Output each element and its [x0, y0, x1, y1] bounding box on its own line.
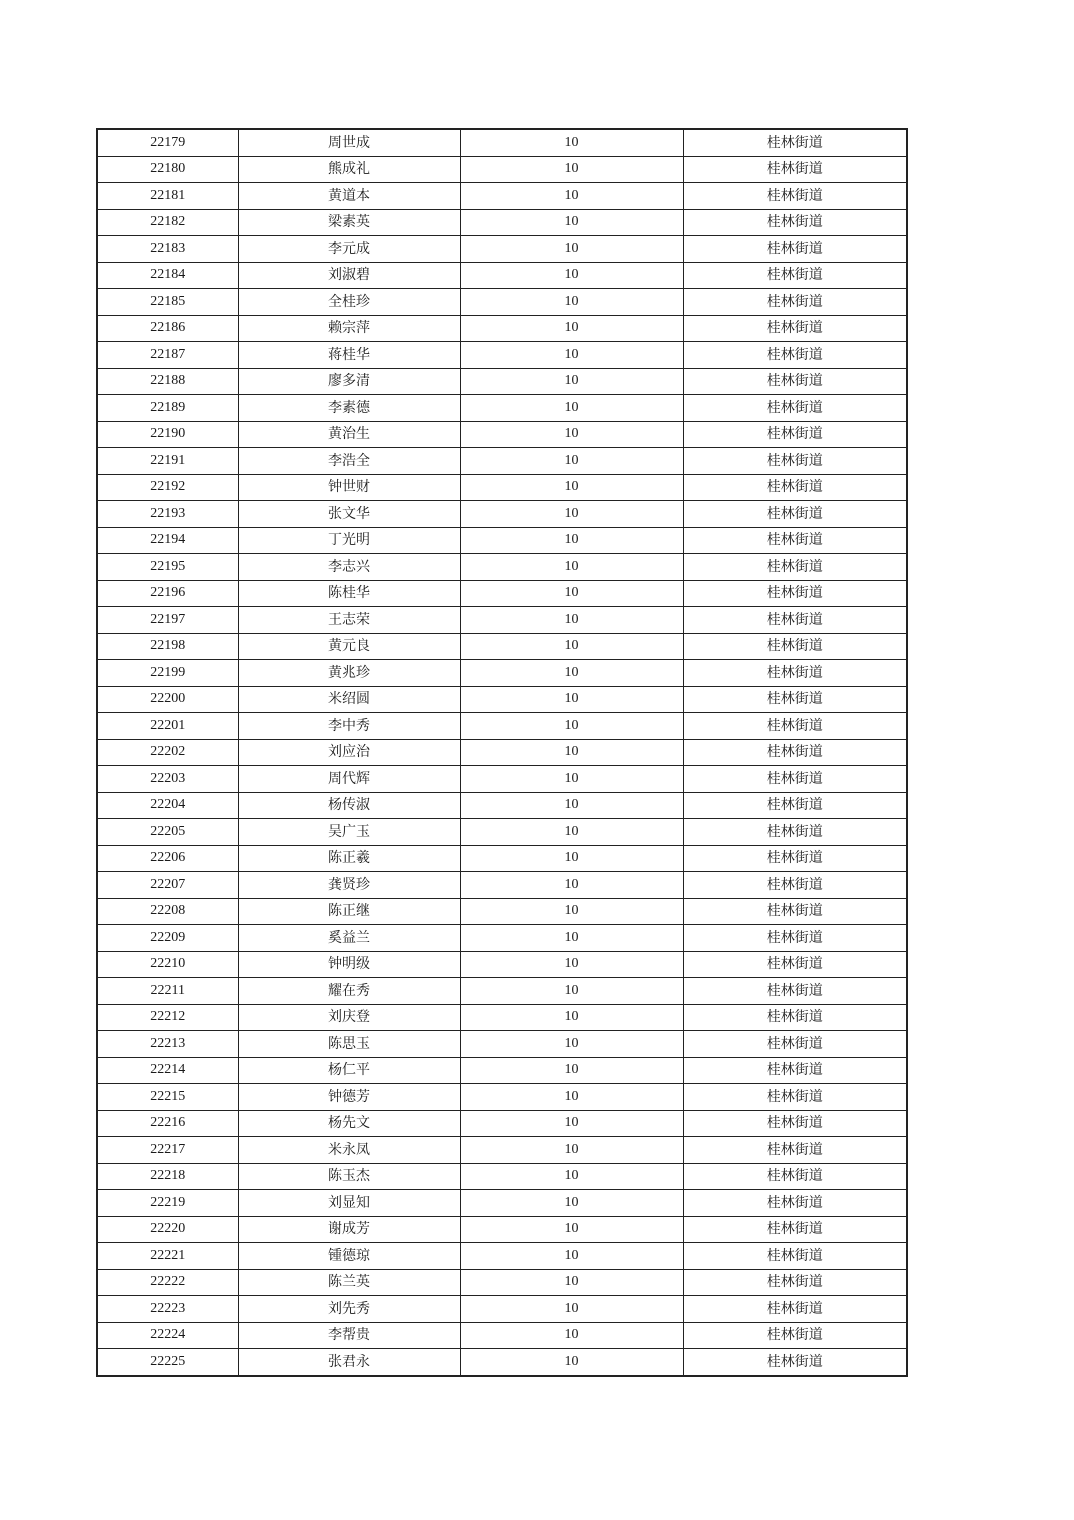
cell-id: 22205 [97, 819, 238, 846]
table-row [97, 819, 907, 846]
cell-name: 刘庆登 [238, 1004, 460, 1031]
cell-name: 谢成芳 [238, 1216, 460, 1243]
cell-name: 梁素英 [238, 209, 460, 236]
cell-amount: 10 [460, 342, 683, 369]
table-row [97, 872, 907, 899]
table-row [97, 342, 907, 369]
cell-street: 桂林街道 [683, 978, 907, 1005]
cell-street: 桂林街道 [683, 1110, 907, 1137]
cell-street: 桂林街道 [683, 845, 907, 872]
cell-street: 桂林街道 [683, 1057, 907, 1084]
cell-amount: 10 [460, 713, 683, 740]
cell-amount: 10 [460, 898, 683, 925]
cell-amount: 10 [460, 368, 683, 395]
cell-name: 张君永 [238, 1349, 460, 1376]
cell-amount: 10 [460, 129, 683, 156]
cell-amount: 10 [460, 607, 683, 634]
cell-name: 刘显知 [238, 1190, 460, 1217]
cell-id: 22211 [97, 978, 238, 1005]
cell-amount: 10 [460, 1190, 683, 1217]
table-row [97, 1216, 907, 1243]
cell-amount: 10 [460, 527, 683, 554]
cell-street: 桂林街道 [683, 395, 907, 422]
cell-amount: 10 [460, 1296, 683, 1323]
cell-id: 22222 [97, 1269, 238, 1296]
cell-name: 米永凤 [238, 1137, 460, 1164]
cell-name: 黄兆珍 [238, 660, 460, 687]
cell-name: 刘应治 [238, 739, 460, 766]
cell-street: 桂林街道 [683, 1243, 907, 1270]
cell-amount: 10 [460, 845, 683, 872]
cell-id: 22203 [97, 766, 238, 793]
table-row [97, 1004, 907, 1031]
cell-name: 吴广玉 [238, 819, 460, 846]
cell-street: 桂林街道 [683, 315, 907, 342]
cell-amount: 10 [460, 872, 683, 899]
cell-amount: 10 [460, 421, 683, 448]
cell-id: 22181 [97, 183, 238, 210]
cell-street: 桂林街道 [683, 819, 907, 846]
cell-name: 熊成礼 [238, 156, 460, 183]
cell-name: 陈桂华 [238, 580, 460, 607]
cell-amount: 10 [460, 1057, 683, 1084]
cell-name: 李元成 [238, 236, 460, 263]
cell-id: 22196 [97, 580, 238, 607]
cell-amount: 10 [460, 236, 683, 263]
cell-street: 桂林街道 [683, 1322, 907, 1349]
cell-name: 赖宗萍 [238, 315, 460, 342]
table-row [97, 183, 907, 210]
cell-id: 22220 [97, 1216, 238, 1243]
cell-street: 桂林街道 [683, 633, 907, 660]
cell-id: 22192 [97, 474, 238, 501]
table-row [97, 554, 907, 581]
cell-amount: 10 [460, 1031, 683, 1058]
cell-name: 丁光明 [238, 527, 460, 554]
cell-amount: 10 [460, 580, 683, 607]
table-row [97, 633, 907, 660]
cell-id: 22187 [97, 342, 238, 369]
cell-street: 桂林街道 [683, 1163, 907, 1190]
table-row [97, 1110, 907, 1137]
cell-name: 杨仁平 [238, 1057, 460, 1084]
cell-name: 钟世财 [238, 474, 460, 501]
cell-amount: 10 [460, 819, 683, 846]
cell-street: 桂林街道 [683, 289, 907, 316]
cell-street: 桂林街道 [683, 501, 907, 528]
cell-street: 桂林街道 [683, 925, 907, 952]
cell-name: 奚益兰 [238, 925, 460, 952]
cell-id: 22225 [97, 1349, 238, 1376]
cell-id: 22195 [97, 554, 238, 581]
table-row [97, 1084, 907, 1111]
cell-id: 22206 [97, 845, 238, 872]
cell-id: 22215 [97, 1084, 238, 1111]
cell-amount: 10 [460, 501, 683, 528]
cell-name: 李帮贵 [238, 1322, 460, 1349]
cell-amount: 10 [460, 660, 683, 687]
cell-amount: 10 [460, 262, 683, 289]
cell-name: 耀在秀 [238, 978, 460, 1005]
table-row [97, 156, 907, 183]
cell-amount: 10 [460, 978, 683, 1005]
cell-name: 陈正继 [238, 898, 460, 925]
cell-id: 22191 [97, 448, 238, 475]
cell-name: 杨先文 [238, 1110, 460, 1137]
cell-amount: 10 [460, 183, 683, 210]
cell-street: 桂林街道 [683, 262, 907, 289]
cell-street: 桂林街道 [683, 1004, 907, 1031]
table-row [97, 209, 907, 236]
cell-street: 桂林街道 [683, 368, 907, 395]
cell-street: 桂林街道 [683, 129, 907, 156]
cell-name: 杨传淑 [238, 792, 460, 819]
cell-id: 22193 [97, 501, 238, 528]
cell-street: 桂林街道 [683, 1137, 907, 1164]
table-row [97, 660, 907, 687]
cell-street: 桂林街道 [683, 1216, 907, 1243]
table-row [97, 951, 907, 978]
table-row [97, 766, 907, 793]
cell-name: 黄道本 [238, 183, 460, 210]
table-row [97, 1243, 907, 1270]
cell-id: 22217 [97, 1137, 238, 1164]
cell-name: 李中秀 [238, 713, 460, 740]
cell-id: 22202 [97, 739, 238, 766]
cell-id: 22200 [97, 686, 238, 713]
cell-street: 桂林街道 [683, 1349, 907, 1376]
cell-amount: 10 [460, 766, 683, 793]
table-row [97, 1137, 907, 1164]
cell-amount: 10 [460, 1243, 683, 1270]
cell-id: 22216 [97, 1110, 238, 1137]
cell-id: 22207 [97, 872, 238, 899]
cell-name: 黄元良 [238, 633, 460, 660]
cell-id: 22190 [97, 421, 238, 448]
cell-id: 22223 [97, 1296, 238, 1323]
table-row [97, 236, 907, 263]
cell-amount: 10 [460, 1110, 683, 1137]
cell-amount: 10 [460, 633, 683, 660]
table-row [97, 129, 907, 156]
cell-street: 桂林街道 [683, 209, 907, 236]
cell-street: 桂林街道 [683, 448, 907, 475]
table-row [97, 1190, 907, 1217]
cell-street: 桂林街道 [683, 421, 907, 448]
cell-amount: 10 [460, 739, 683, 766]
cell-id: 22194 [97, 527, 238, 554]
table-row [97, 1163, 907, 1190]
cell-amount: 10 [460, 1137, 683, 1164]
cell-name: 蒋桂华 [238, 342, 460, 369]
cell-amount: 10 [460, 448, 683, 475]
cell-id: 22185 [97, 289, 238, 316]
cell-street: 桂林街道 [683, 686, 907, 713]
cell-street: 桂林街道 [683, 739, 907, 766]
data-table [96, 128, 908, 1377]
cell-amount: 10 [460, 686, 683, 713]
table-row [97, 501, 907, 528]
cell-amount: 10 [460, 395, 683, 422]
cell-amount: 10 [460, 792, 683, 819]
table-row [97, 262, 907, 289]
cell-id: 22201 [97, 713, 238, 740]
table-row [97, 474, 907, 501]
cell-street: 桂林街道 [683, 236, 907, 263]
cell-id: 22184 [97, 262, 238, 289]
cell-name: 李浩全 [238, 448, 460, 475]
cell-id: 22212 [97, 1004, 238, 1031]
cell-id: 22199 [97, 660, 238, 687]
cell-id: 22188 [97, 368, 238, 395]
cell-amount: 10 [460, 474, 683, 501]
table-row [97, 925, 907, 952]
cell-amount: 10 [460, 315, 683, 342]
cell-street: 桂林街道 [683, 580, 907, 607]
cell-name: 周世成 [238, 129, 460, 156]
cell-name: 米绍圆 [238, 686, 460, 713]
cell-amount: 10 [460, 1322, 683, 1349]
cell-name: 廖多清 [238, 368, 460, 395]
cell-amount: 10 [460, 951, 683, 978]
table-row [97, 1269, 907, 1296]
cell-id: 22197 [97, 607, 238, 634]
cell-name: 钟德芳 [238, 1084, 460, 1111]
cell-amount: 10 [460, 925, 683, 952]
cell-street: 桂林街道 [683, 183, 907, 210]
cell-name: 龚贤珍 [238, 872, 460, 899]
cell-id: 22219 [97, 1190, 238, 1217]
cell-amount: 10 [460, 1216, 683, 1243]
table-row [97, 1296, 907, 1323]
cell-name: 黄治生 [238, 421, 460, 448]
cell-amount: 10 [460, 209, 683, 236]
cell-id: 22180 [97, 156, 238, 183]
cell-name: 陈思玉 [238, 1031, 460, 1058]
table-body [97, 129, 907, 1376]
table-row [97, 580, 907, 607]
table-row [97, 289, 907, 316]
table-row [97, 1031, 907, 1058]
table-row [97, 448, 907, 475]
cell-name: 张文华 [238, 501, 460, 528]
cell-name: 陈兰英 [238, 1269, 460, 1296]
table-row [97, 713, 907, 740]
cell-id: 22183 [97, 236, 238, 263]
table-row [97, 315, 907, 342]
cell-street: 桂林街道 [683, 156, 907, 183]
cell-id: 22204 [97, 792, 238, 819]
table-row [97, 845, 907, 872]
cell-street: 桂林街道 [683, 1190, 907, 1217]
table-row [97, 395, 907, 422]
cell-street: 桂林街道 [683, 527, 907, 554]
cell-amount: 10 [460, 156, 683, 183]
cell-name: 刘淑碧 [238, 262, 460, 289]
cell-name: 陈玉杰 [238, 1163, 460, 1190]
cell-name: 王志荣 [238, 607, 460, 634]
cell-street: 桂林街道 [683, 1296, 907, 1323]
table-row [97, 527, 907, 554]
table-row [97, 368, 907, 395]
cell-id: 22221 [97, 1243, 238, 1270]
cell-name: 全桂珍 [238, 289, 460, 316]
table-row [97, 1057, 907, 1084]
cell-name: 刘先秀 [238, 1296, 460, 1323]
cell-name: 李素德 [238, 395, 460, 422]
cell-street: 桂林街道 [683, 898, 907, 925]
cell-street: 桂林街道 [683, 792, 907, 819]
cell-street: 桂林街道 [683, 1269, 907, 1296]
cell-amount: 10 [460, 1349, 683, 1376]
cell-street: 桂林街道 [683, 1084, 907, 1111]
cell-street: 桂林街道 [683, 872, 907, 899]
cell-amount: 10 [460, 1163, 683, 1190]
cell-id: 22189 [97, 395, 238, 422]
cell-name: 周代辉 [238, 766, 460, 793]
cell-id: 22208 [97, 898, 238, 925]
cell-id: 22214 [97, 1057, 238, 1084]
cell-amount: 10 [460, 1084, 683, 1111]
cell-street: 桂林街道 [683, 474, 907, 501]
cell-id: 22210 [97, 951, 238, 978]
table-row [97, 607, 907, 634]
cell-id: 22218 [97, 1163, 238, 1190]
cell-id: 22224 [97, 1322, 238, 1349]
cell-id: 22198 [97, 633, 238, 660]
table-row [97, 421, 907, 448]
cell-street: 桂林街道 [683, 607, 907, 634]
cell-id: 22186 [97, 315, 238, 342]
cell-amount: 10 [460, 1269, 683, 1296]
cell-name: 李志兴 [238, 554, 460, 581]
cell-name: 陈正羲 [238, 845, 460, 872]
cell-street: 桂林街道 [683, 766, 907, 793]
cell-street: 桂林街道 [683, 1031, 907, 1058]
cell-name: 锺德琼 [238, 1243, 460, 1270]
cell-amount: 10 [460, 554, 683, 581]
table-row [97, 792, 907, 819]
cell-id: 22179 [97, 129, 238, 156]
table-row [97, 739, 907, 766]
cell-amount: 10 [460, 289, 683, 316]
cell-street: 桂林街道 [683, 660, 907, 687]
table-row [97, 1349, 907, 1376]
cell-amount: 10 [460, 1004, 683, 1031]
cell-street: 桂林街道 [683, 554, 907, 581]
table-row [97, 898, 907, 925]
table-row [97, 686, 907, 713]
cell-street: 桂林街道 [683, 342, 907, 369]
cell-id: 22213 [97, 1031, 238, 1058]
cell-id: 22182 [97, 209, 238, 236]
cell-street: 桂林街道 [683, 713, 907, 740]
cell-street: 桂林街道 [683, 951, 907, 978]
cell-id: 22209 [97, 925, 238, 952]
cell-name: 钟明级 [238, 951, 460, 978]
table-row [97, 978, 907, 1005]
table-row [97, 1322, 907, 1349]
